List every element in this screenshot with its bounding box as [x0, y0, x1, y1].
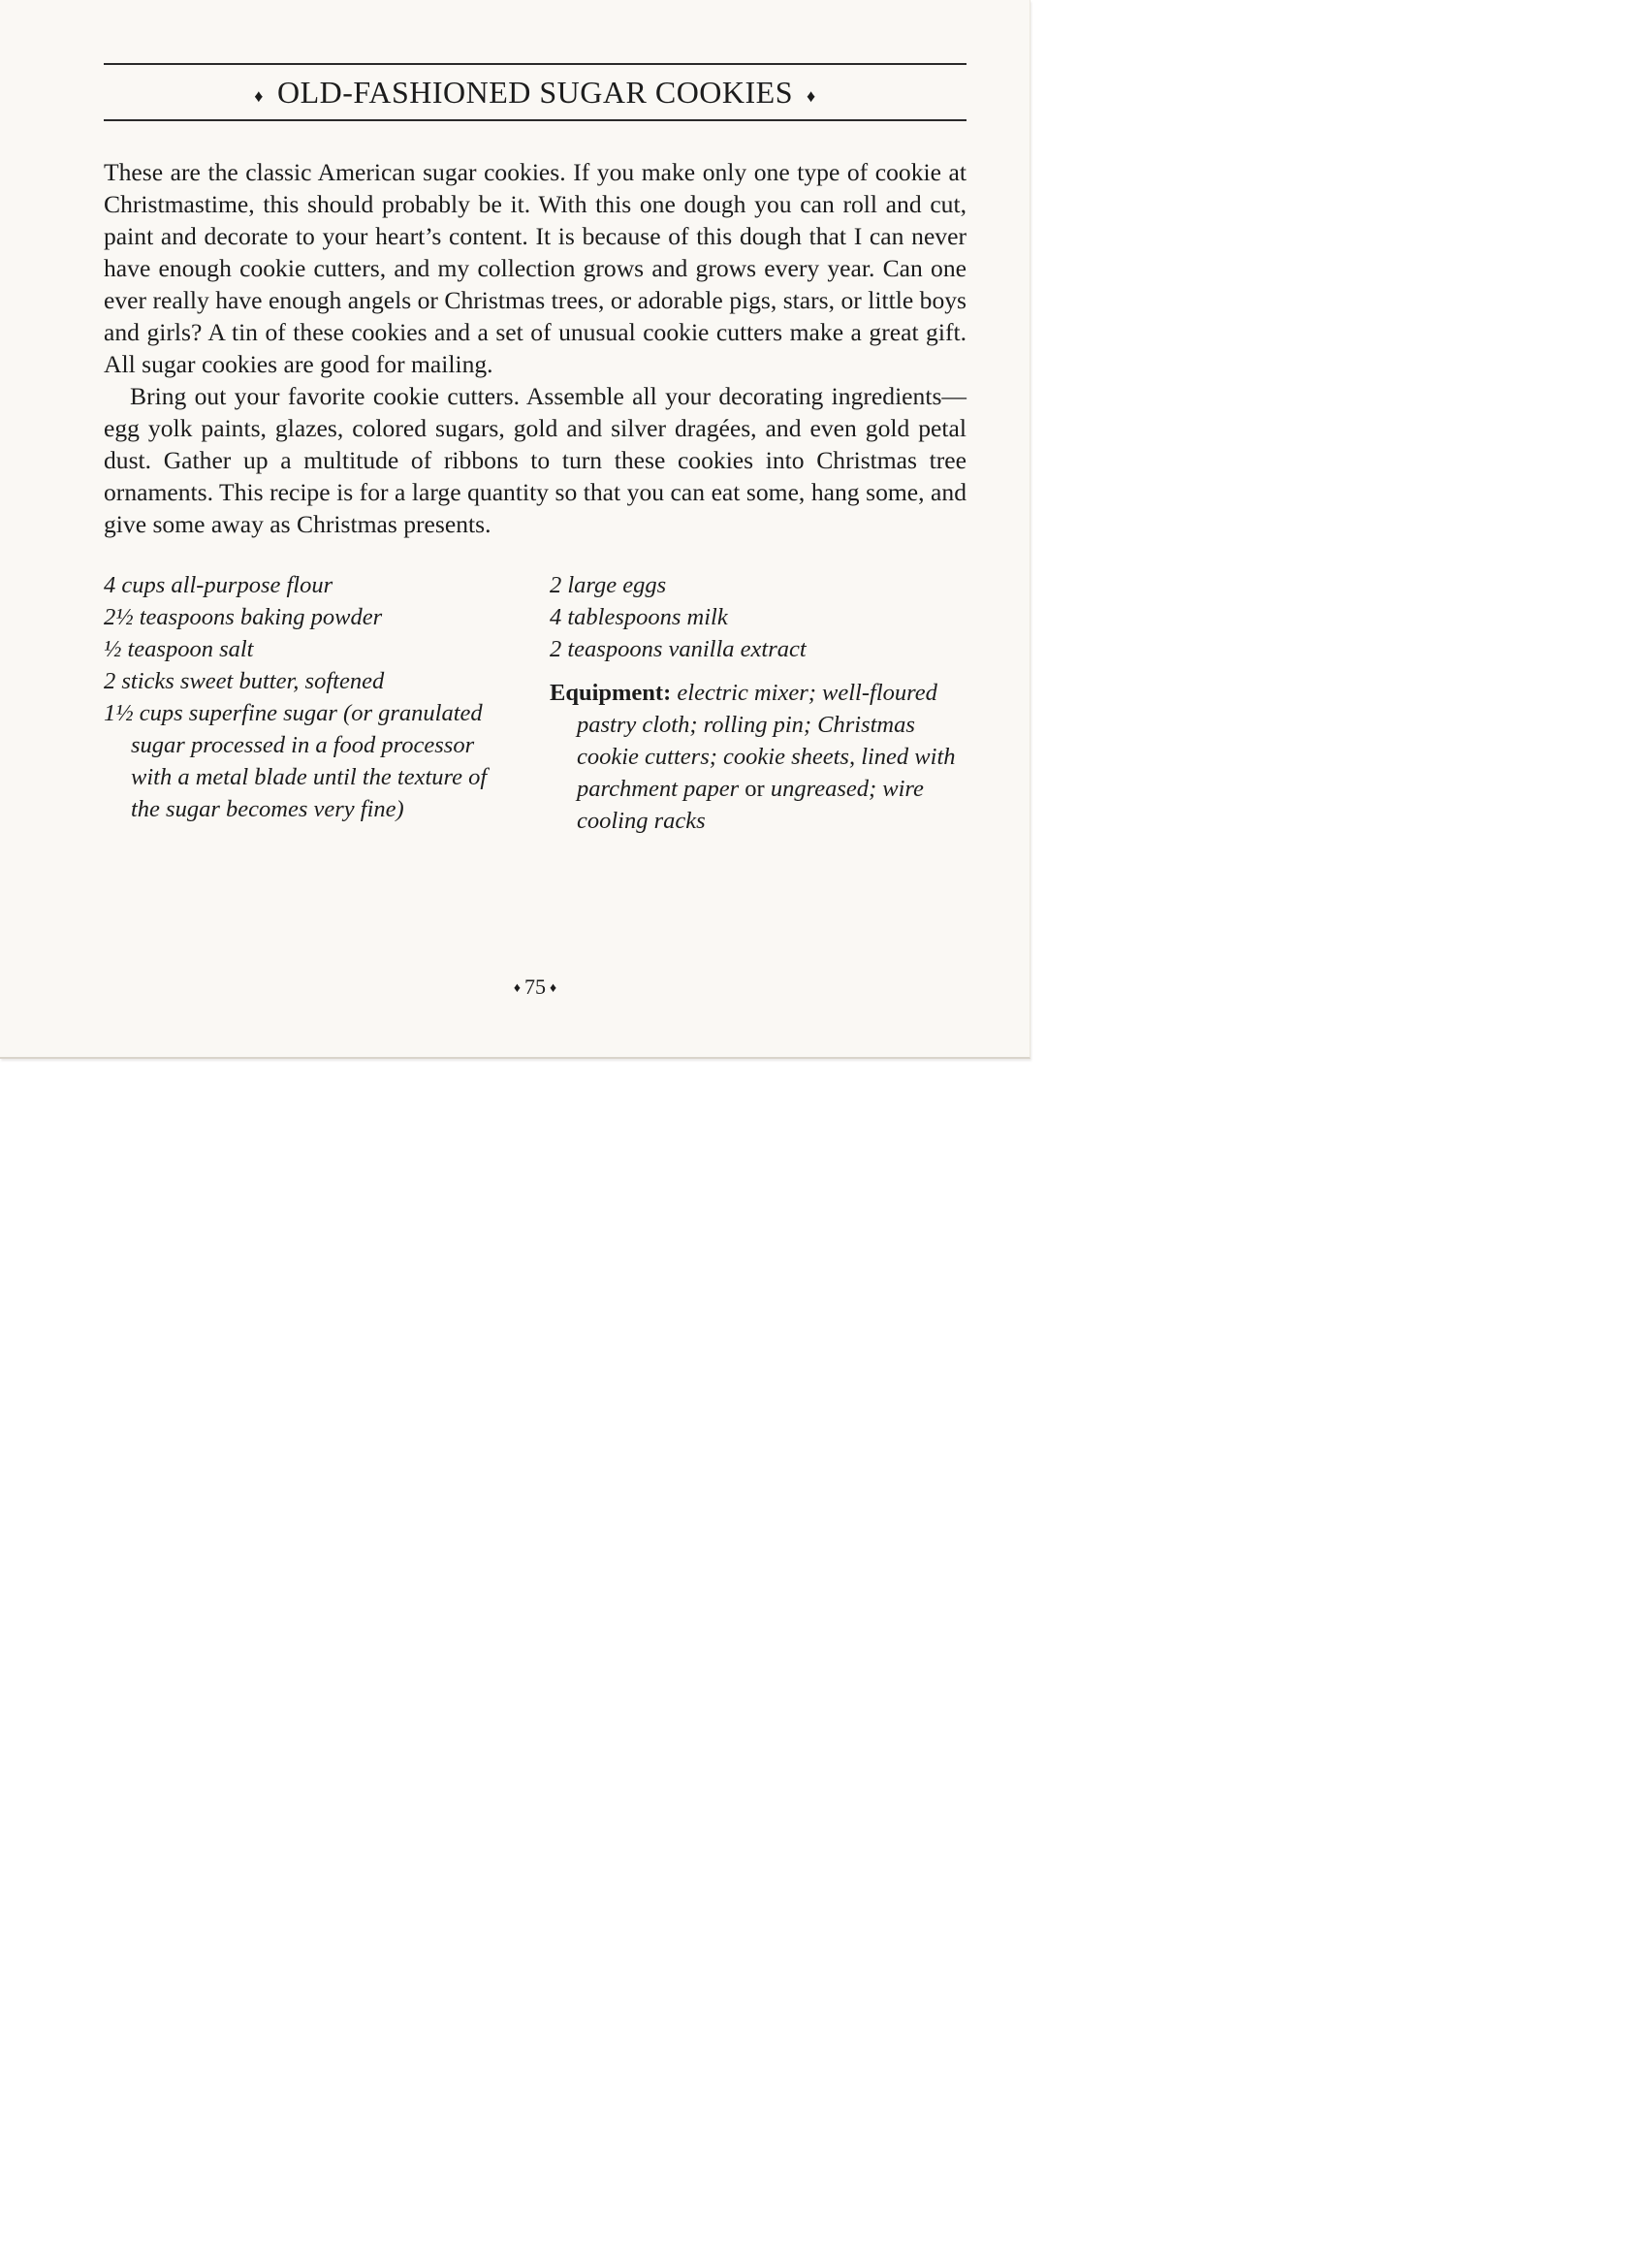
page-ornament-left: ♦	[513, 980, 521, 996]
intro-paragraph-1: These are the classic American sugar cookies. If you make only one type of cookie at Christmastime, this should probably be it. With this one dough you can roll and cut, paint and decorate to your heart’s content. It is because of this dough that I can never have enough cookie cutters, and my collection grows and grows every year. Can one ever really have enough angels or Christmas trees, or adorable pigs, stars, or little boys and girls? A tin of these cookies and a set of unusual cookie cutters make a great gift. All sugar cookies are good for mailing.	[104, 158, 967, 378]
page-ornament-right: ♦	[550, 980, 557, 996]
page-content	[104, 63, 967, 999]
ingredient-flour: 4 cups all-purpose flour	[104, 572, 333, 598]
recipe-title-text: OLD-FASHIONED SUGAR COOKIES	[276, 75, 794, 110]
ingredient-butter: 2 sticks sweet butter, softened	[104, 668, 385, 694]
ingredients-column-left	[104, 569, 491, 825]
scanned-page	[0, 0, 1030, 1059]
ingredients-column-right	[550, 569, 967, 837]
title-ornament-left: ♦	[254, 85, 264, 106]
ingredient-vanilla: 2 teaspoons vanilla extract	[550, 636, 807, 662]
ingredient-sugar: 1½ cups superfine sugar (or granulated sugar processed in a food processor with a metal blade until the texture of the sugar becomes very fine)	[104, 700, 488, 822]
equipment-list	[550, 677, 967, 837]
page-number-text: 75	[524, 974, 546, 999]
title-bottom-rule	[104, 119, 967, 121]
equipment-label: Equipment:	[550, 680, 672, 706]
intro-text	[104, 156, 967, 540]
recipe-title	[104, 65, 967, 119]
ingredient-baking-powder: 2½ teaspoons baking powder	[104, 604, 383, 630]
title-ornament-right: ♦	[807, 85, 816, 106]
page-number	[104, 974, 967, 1000]
ingredient-salt: ½ teaspoon salt	[104, 636, 254, 662]
equipment-or: or	[745, 776, 765, 802]
ingredient-eggs: 2 large eggs	[550, 572, 667, 598]
equipment-text-1: electric mixer; well-floured pastry cloth; rolling pin; Christmas cookie cutters; cookie sheets, lined with parchment paper	[577, 680, 956, 802]
ingredient-milk: 4 tablespoons milk	[550, 604, 728, 630]
equipment-text-2: ungreased; wire cooling racks	[577, 776, 924, 834]
ingredients-section	[104, 569, 967, 889]
intro-paragraph-2: Bring out your favorite cookie cutters. Assemble all your decorating ingredients—egg yolk paints, glazes, colored sugars, gold and silver dragées, and even gold petal dust. Gather up a multitude of ribbons to turn these cookies into Christmas tree ornaments. This recipe is for a large quantity so that you can eat some, hang some, and give some away as Christmas presents.	[104, 382, 967, 538]
